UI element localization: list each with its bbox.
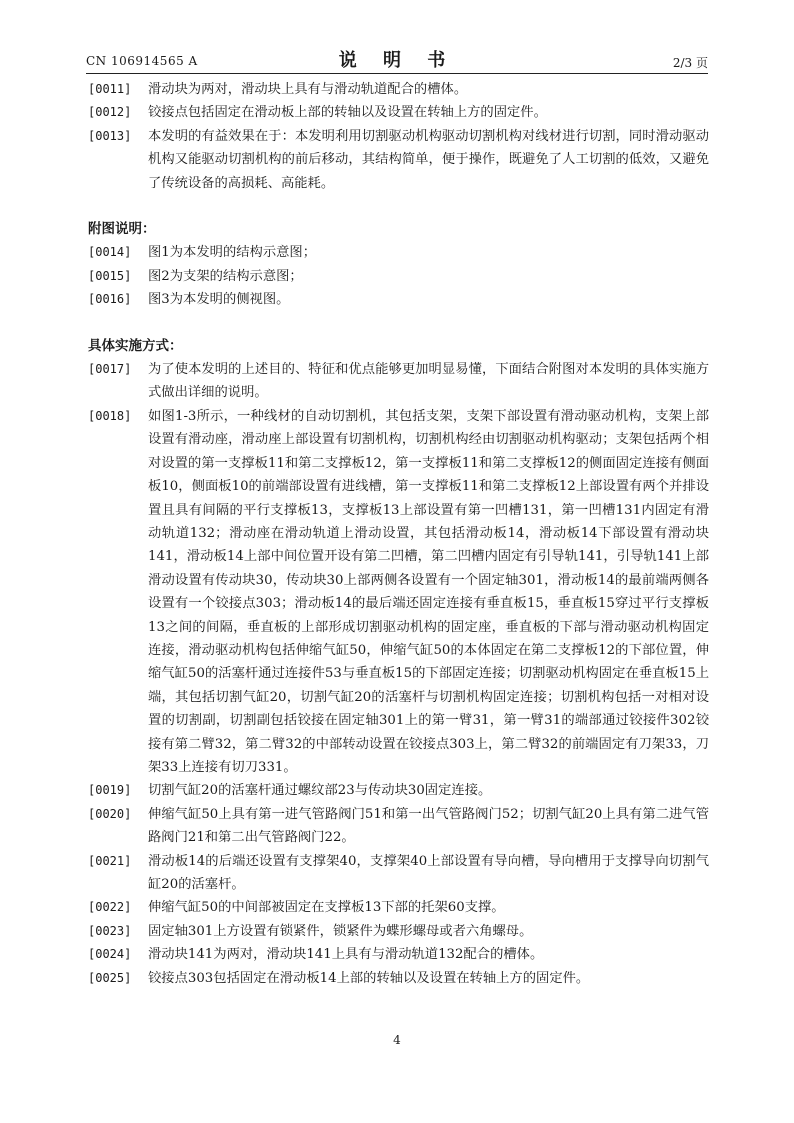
paragraph-text: 图1为本发明的结构示意图； [148,245,317,261]
page-header [86,46,708,72]
paragraph-text: 伸缩气缸50的中间部被固定在支撑板13下部的托架60支撑。 [148,900,505,916]
paragraph-number: [0024] [88,947,132,962]
paragraph-number: [0012] [88,105,132,120]
section-heading-figures: 附图说明： [88,221,156,238]
paragraph-text: 滑动块141为两对，滑动块141上具有与滑动轨道132配合的槽体。 [148,947,544,963]
paragraph [88,265,709,288]
page-number: 4 [393,1033,401,1047]
paragraph-text: 如图1-3所示，一种线材的自动切割机，其包括支架，支架下部设置有滑动驱动机构，支架上部设置有滑动座，滑动座上部设置有切割机构，切割机构经由切割驱动机构驱动；支架包括两个相对设置的第一支撑板11和第二支撑板12，第一支撑板11和第二支撑板12的侧面固定连接有侧面板10，侧面板10的前端部设置有进线槽，第一支撑板11和第二支撑板12上部设置有两个并排设置且具有间隔的平行支撑板13，支撑板13上部设置有第一凹槽131，第一凹槽131内固定有滑动轨道132；滑动座在滑动轨道上滑动设置，其包括滑动板14，滑动板14下部设置有滑动块141，滑动板14上部中间位置开设有第二凹槽，第二凹槽内固定有引导轨141，引导轨141上部滑动设置有传动块30，传动块30上部两侧各设置有一个固定轴301，滑动板14的最前端两侧各设置有一个铰接点303；滑动板14的最后端还固定连接有垂直板15，垂直板15穿过平行支撑板13之间的间隔，垂直板的上部形成切割驱动机构的固定座，垂直板的下部与滑动驱动机构固定连接，滑动驱动机构包括伸缩气缸50，伸缩气缸50的本体固定在第二支撑板12的下部位置，伸缩气缸50的活塞杆通过连接件53与垂直板15的下部固定连接；切割驱动机构固定在垂直板15上端，其包括切割气缸20，切割气缸20的活塞杆与切割机构固定连接；切割机构包括一对相对设置的切割副，切割副包括铰接在固定轴301上的第一臂31，第一臂31的端部通过铰接件302铰接有第二臂32，第二臂32的中部转动设置在铰接点303上，第二臂32的前端固定有刀架33，刀架33上连接有切刀331。 [148,408,709,775]
paragraph-text: 本发明的有益效果在于：本发明利用切割驱动机构驱动切割机构对线材进行切割，同时滑动驱动机构又能驱动切割机构的前后移动，其结构简单，便于操作，既避免了人工切割的低效，又避免了传统设备的高损耗、高能耗。 [148,128,709,191]
paragraph [88,967,709,990]
paragraph-number: [0014] [88,245,132,260]
paragraph-number: [0019] [88,783,132,798]
paragraph-number: [0021] [88,853,132,868]
paragraph [88,405,709,780]
paragraph-text: 滑动块为两对，滑动块上具有与滑动轨道配合的槽体。 [148,82,468,97]
paragraph-number: [0017] [88,362,132,377]
paragraph-number: [0016] [88,292,132,307]
paragraph [88,101,709,124]
section-heading-embodiment: 具体实施方式： [88,337,183,354]
paragraph-number: [0015] [88,268,132,283]
paragraph [88,288,709,311]
header-rule [86,73,708,74]
paragraph [88,920,709,943]
paragraph-text: 固定轴301上方设置有锁紧件，锁紧件为蝶形螺母或者六角螺母。 [148,923,533,939]
paragraph [88,78,709,101]
paragraph [88,943,709,966]
paragraph-number: [0013] [88,128,132,143]
paragraph [88,125,709,195]
document-body [88,78,709,990]
paragraph-number: [0022] [88,900,132,915]
paragraph [88,896,709,919]
paragraph [88,358,709,405]
paragraph-text: 伸缩气缸50上具有第一进气管路阀门51和第一出气管路阀门52；切割气缸20上具有第二进气管路阀门21和第二出气管路阀门22。 [148,806,709,846]
publication-number: CN 106914565 A [86,54,198,68]
paragraph-number: [0018] [88,408,132,423]
paragraph-number: [0023] [88,923,132,938]
paragraph-text: 图3为本发明的侧视图。 [148,292,290,308]
paragraph-text: 为了使本发明的上述目的、特征和优点能够更加明显易懂，下面结合附图对本发明的具体实施方式做出详细的说明。 [148,362,709,401]
document-title: 说 明 书 [338,50,456,71]
paragraph-number: [0020] [88,806,132,821]
paragraph-number: [0011] [88,82,132,96]
paragraph [88,850,709,897]
paragraph-text: 图2为支架的结构示意图； [148,268,303,284]
paragraph [88,779,709,802]
paragraph-text: 滑动板14的后端还设置有支撑架40，支撑架40上部设置有导向槽，导向槽用于支撑导向切割气缸20的活塞杆。 [148,853,709,892]
paragraph-text: 切割气缸20的活塞杆通过螺纹部23与传动块30固定连接。 [148,783,492,799]
paragraph-text: 铰接点303包括固定在滑动板14上部的转轴以及设置在转轴上方的固定件。 [148,970,590,986]
paragraph-number: [0025] [88,970,132,985]
page-count: 2/3 页 [672,56,708,70]
paragraph [88,241,709,264]
paragraph [88,803,709,850]
paragraph-text: 铰接点包括固定在滑动板上部的转轴以及设置在转轴上方的固定件。 [148,105,547,121]
